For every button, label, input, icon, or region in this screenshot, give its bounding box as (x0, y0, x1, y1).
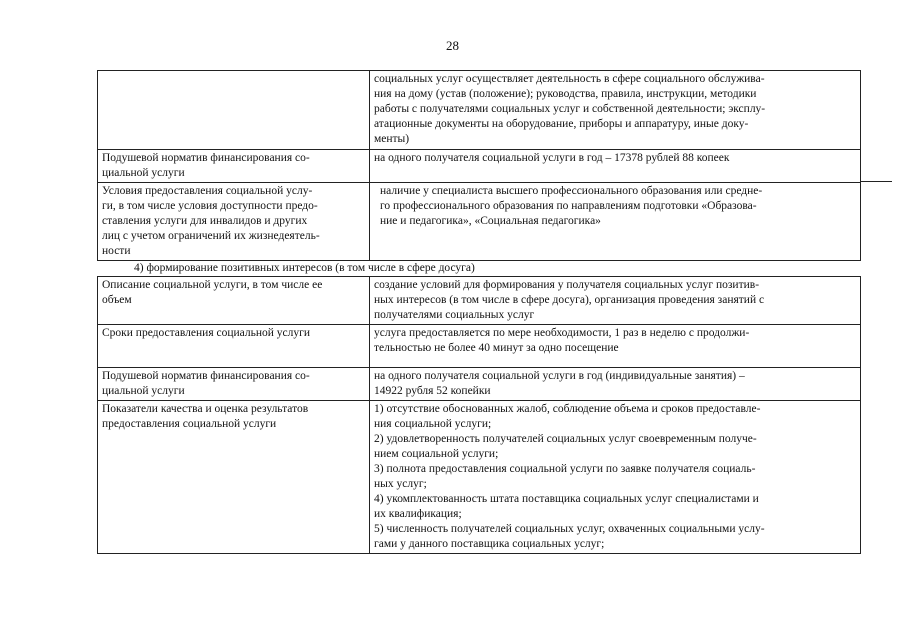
text-line: лиц с учетом ограничений их жизнедеятель- (102, 230, 320, 242)
text-line: тельностью не более 40 минут за одно посещение (374, 342, 619, 354)
text-line: на одного получателя социальной услуги в год (индивидуальные занятия) – (374, 370, 745, 382)
text-line: ставления услуги для инвалидов и других (102, 215, 308, 227)
row-label-cell (98, 368, 370, 401)
row-label-cell (98, 325, 370, 368)
row-label-cell (98, 277, 370, 325)
text-line: 14922 рубля 52 копейки (374, 385, 491, 397)
text-line: Подушевой норматив финансирования со- (102, 152, 310, 164)
text-line: услуга предоставляется по мере необходимости, 1 раз в неделю с продолжи- (374, 327, 750, 339)
text-line: 3) полнота предоставления социальной услуги по заявке получателя социаль- (374, 463, 756, 475)
services-table-section-4 (97, 276, 861, 554)
table-row (98, 368, 861, 401)
services-table-continued (97, 70, 861, 261)
row-label-cell (98, 183, 370, 261)
text-line: наличие у специалиста высшего профессионального образования или средне- (380, 185, 763, 197)
text-line: создание условий для формирования у получателя социальных услуг позитив- (374, 279, 760, 291)
row-value-cell (370, 368, 861, 401)
row-value-cell (370, 150, 861, 183)
row-label-cell (98, 150, 370, 183)
text-line: Описание социальной услуги, в том числе ее (102, 279, 323, 291)
text-line: ния на дому (устав (положение); руководства, правила, инструкции, методики (374, 88, 757, 100)
page-number: 28 (446, 38, 459, 53)
text-line: го профессионального образования по направлениям подготовки «Образова- (380, 200, 757, 212)
row-value-cell (370, 325, 861, 368)
text-line: 4) укомплектованность штата поставщика социальных услуг специалистами и (374, 493, 759, 505)
row-value-cell (370, 401, 861, 554)
table-border-extension (860, 181, 892, 182)
text-line: ги, в том числе условия доступности предо- (102, 200, 318, 212)
text-line: атационные документы на оборудование, приборы и аппаратуру, иные доку- (374, 118, 749, 130)
text-line: Показатели качества и оценка результатов (102, 403, 309, 415)
text-line: предоставления социальной услуги (102, 418, 277, 430)
text-line: 1) отсутствие обоснованных жалоб, соблюдение объема и сроков предоставле- (374, 403, 761, 415)
table-row (98, 401, 861, 554)
text-line: ных услуг; (374, 478, 427, 490)
row-label-cell (98, 71, 370, 150)
table-row (98, 71, 861, 150)
text-line: ности (102, 245, 131, 257)
row-label-cell (98, 401, 370, 554)
text-line: ние и педагогика», «Социальная педагогика» (380, 215, 601, 227)
text-line: Подушевой норматив финансирования со- (102, 370, 310, 382)
row-value-cell (370, 183, 861, 261)
text-line: объем (102, 294, 132, 306)
table-row (98, 325, 861, 368)
text-line: ния социальной услуги; (374, 418, 492, 430)
text-line: 2) удовлетворенность получателей социальных услуг своевременным получе- (374, 433, 757, 445)
row-value-cell (370, 71, 861, 150)
text-line: 5) численность получателей социальных услуг, охваченных социальными услу- (374, 523, 765, 535)
text-line: на одного получателя социальной услуги в год – 17378 рублей 88 копеек (374, 152, 730, 164)
table-body (98, 71, 861, 261)
table-body (98, 277, 861, 554)
text-line: работы с получателями социальных услуг и собственной деятельности; эксплу- (374, 103, 766, 115)
text-line: Условия предоставления социальной услу- (102, 185, 313, 197)
text-line: менты) (374, 133, 410, 145)
text-line: гами у данного поставщика социальных услуг; (374, 538, 605, 550)
text-line: Сроки предоставления социальной услуги (102, 327, 310, 339)
text-line: социальных услуг осуществляет деятельность в сфере социального обслужива- (374, 73, 765, 85)
section-title: 4) формирование позитивных интересов (в том числе в сфере досуга) (134, 262, 475, 274)
text-line: получателями социальных услуг (374, 309, 535, 321)
text-line: нием социальной услуги; (374, 448, 499, 460)
text-line: циальной услуги (102, 385, 185, 397)
row-value-cell (370, 277, 861, 325)
table-row (98, 183, 861, 261)
text-line: циальной услуги (102, 167, 185, 179)
text-line: ных интересов (в том числе в сфере досуга), организация проведения занятий с (374, 294, 765, 306)
text-line: их квалификация; (374, 508, 462, 520)
table-row (98, 277, 861, 325)
table-row (98, 150, 861, 183)
